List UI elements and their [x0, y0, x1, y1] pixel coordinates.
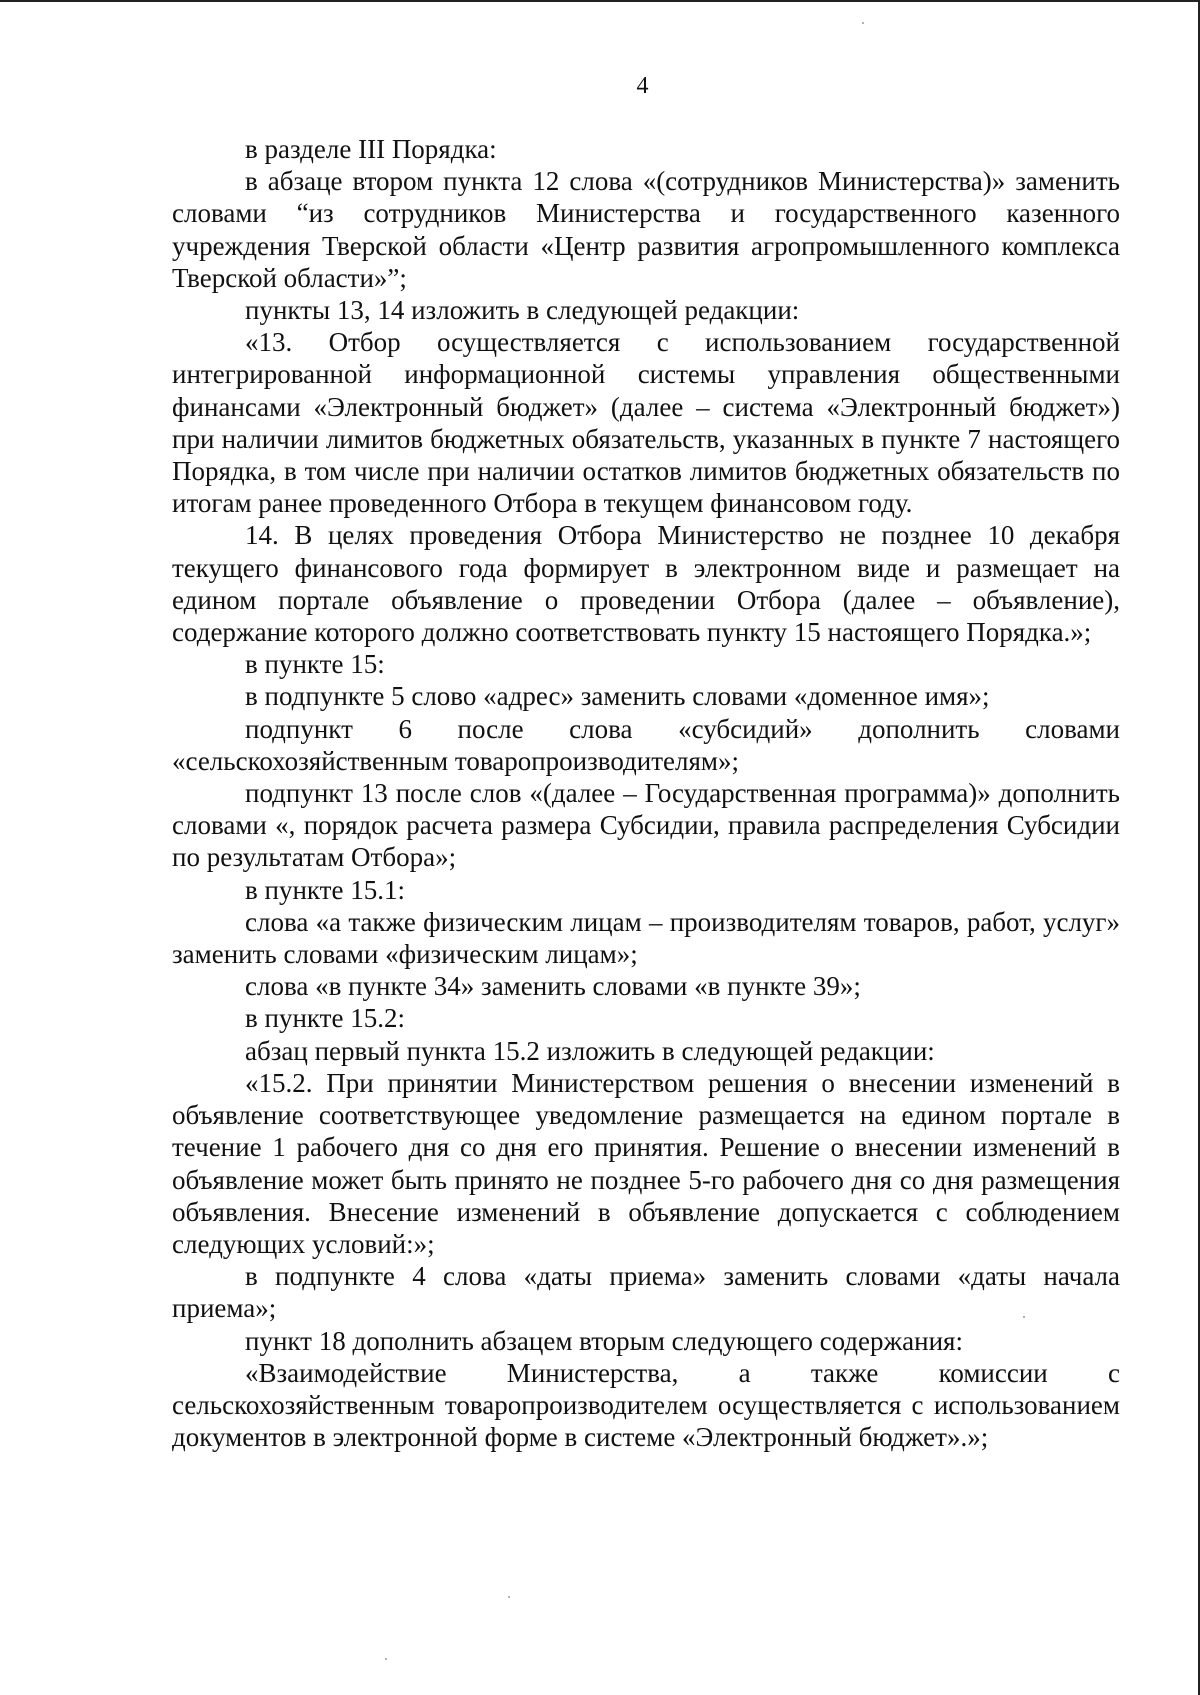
paragraph: «15.2. При принятии Министерством решения о внесении изменений в объявление соответствующее уведомление размещается на едином портале в течение 1 рабочего дня со дня его принятия. Решение о внесении изменений в объявление может быть принято не позднее 5-го рабочего дня со дня размещения объявления. Внесение изменений в объявление допускается с соблюдением следующих условий:»; — [172, 1067, 1120, 1259]
paragraph: пункты 13, 14 изложить в следующей редакции: — [245, 295, 800, 326]
paragraph: в пункте 15: — [245, 649, 385, 680]
scan-border-top — [0, 0, 1200, 2]
paragraph: в пункте 15.1: — [245, 874, 405, 905]
scan-speck — [862, 22, 864, 24]
paragraph: абзац первый пункта 15.2 изложить в следующей редакции: — [245, 1035, 935, 1066]
paragraph: в абзаце втором пункта 12 слова «(сотрудников Министерства)» заменить словами “из сотрудников Министерства и государственного казенного учреждения Тверской области «Центр развития агропромышленного комплекса Тверской области»”; — [172, 166, 1120, 293]
paragraph: в пункте 15.2: — [245, 1003, 405, 1034]
scan-speck — [1023, 1316, 1025, 1318]
scan-speck — [385, 1658, 387, 1660]
page-number: 4 — [636, 73, 649, 99]
paragraph: «13. Отбор осуществляется с использованием государственной интегрированной информационной системы управления общественными финансами «Электронный бюджет» (далее – система «Электронный бюджет») при наличии лимитов бюджетных обязательств, указанных в пункте 7 настоящего Порядка, в том числе при наличии остатков лимитов бюджетных обязательств по итогам ранее проведенного Отбора в текущем финансовом году. — [172, 327, 1120, 519]
paragraph: 14. В целях проведения Отбора Министерство не позднее 10 декабря текущего финансового года формирует в электронном виде и размещает на едином портале объявление о проведении Отбора (далее – объявление), содержание которого должно соответствовать пункту 15 настоящего Порядка.»; — [172, 520, 1120, 648]
paragraph: в подпункте 5 слово «адрес» заменить словами «доменное имя»; — [245, 681, 990, 712]
scan-speck — [508, 1596, 510, 1598]
paragraph: в подпункте 4 слова «даты приема» заменить словами «даты начала приема»; — [172, 1261, 1120, 1324]
paragraph: в разделе III Порядка: — [245, 134, 497, 164]
document-body — [172, 133, 1120, 1453]
paragraph: подпункт 6 после слова «субсидий» дополнить словами «сельскохозяйственным товаропроизводителям»; — [172, 713, 1120, 776]
paragraph: «Взаимодействие Министерства, а также комиссии с сельскохозяйственным товаропроизводителем осуществляется с использованием документов в электронной форме в системе «Электронный бюджет».»; — [172, 1357, 1120, 1453]
paragraph: слова «в пункте 34» заменить словами «в пункте 39»; — [245, 971, 861, 1002]
paragraph: слова «а также физическим лицам – производителям товаров, работ, услуг» заменить словами «физическим лицам»; — [172, 906, 1120, 970]
paragraph: пункт 18 дополнить абзацем вторым следующего содержания: — [245, 1325, 963, 1356]
paragraph: подпункт 13 после слов «(далее – Государственная программа)» дополнить словами «, порядок расчета размера Субсидии, правила распределения Субсидии по результатам Отбора»; — [172, 778, 1120, 873]
